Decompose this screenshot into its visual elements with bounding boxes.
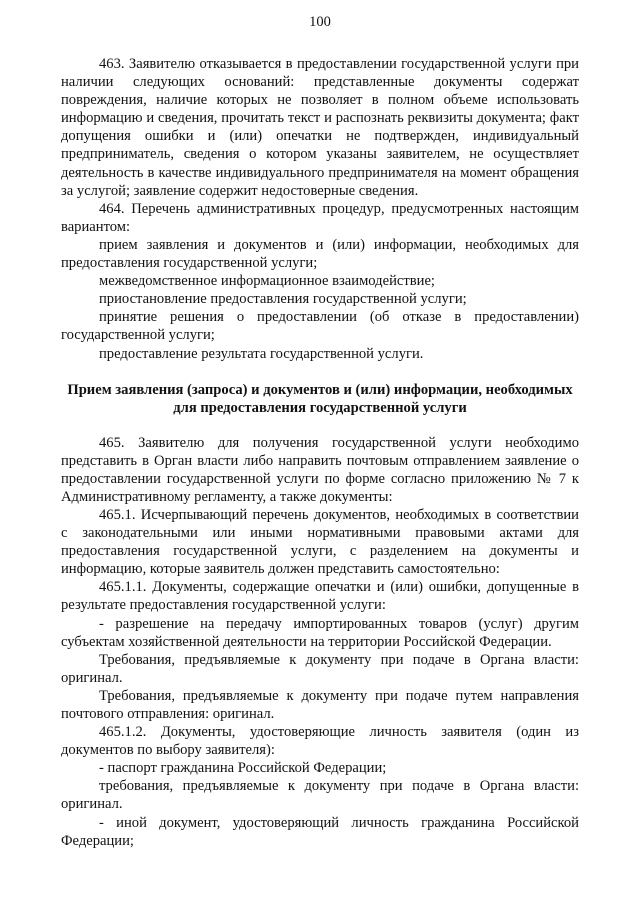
paragraph-465-1-2: 465.1.2. Документы, удостоверяющие личность заявителя (один из документов по выбору заявителя): <box>61 724 579 759</box>
page-number: 100 <box>309 14 331 30</box>
requirement-text: требования, предъявляемые к документу при подаче в Органа власти: оригинал. <box>61 778 579 813</box>
procedure-item: прием заявления и документов и (или) информации, необходимых для предоставления государственной услуги; <box>61 236 579 272</box>
document-item: - паспорт гражданина Российской Федерации; <box>99 760 387 777</box>
document-item: - иной документ, удостоверяющий личность гражданина Российской Федерации; <box>61 814 579 849</box>
paragraph-464: 464. Перечень административных процедур, предусмотренных настоящим вариантом: <box>61 200 579 235</box>
document-item: - разрешение на передачу импортированных товаров (услуг) другим субъектам хозяйственной деятельности на территории Российской Федерации. <box>61 615 579 650</box>
procedure-item: предоставление результата государственной услуги. <box>99 345 424 362</box>
document-body <box>61 55 579 850</box>
procedure-item: приостановление предоставления государственной услуги; <box>99 291 467 308</box>
requirement-text: Требования, предъявляемые к документу при подаче путем направления почтового отправления: оригинал. <box>61 687 579 722</box>
procedure-item: межведомственное информационное взаимодействие; <box>99 273 435 290</box>
paragraph-463: 463. Заявителю отказывается в предоставлении государственной услуги при наличии следующих оснований: представленные документы содержат повреждения, наличие которых не позволяет в полном объеме использовать информацию и сведения, прочитать текст и распознать реквизиты документа; факт допущения ошибки и (или) опечатки не подтвержден, индивидуальный предприниматель, сведения о котором указаны заявителем, не осуществляет деятельность в качестве индивидуального предпринимателя на момент обращения за услугой; заявление содержит недостоверные сведения. <box>61 56 579 199</box>
section-heading: Прием заявления (запроса) и документов и (или) информации, необходимых для предоставления государственной услуги <box>67 381 573 417</box>
procedure-item: принятие решения о предоставлении (об отказе в предоставлении) государственной услуги; <box>61 309 579 344</box>
paragraph-465: 465. Заявителю для получения государственной услуги необходимо представить в Орган власти либо направить почтовым отправлением заявление о предоставлении государственной услуги по форме согласно приложению № 7 к Административному регламенту, а также документы: <box>61 434 579 505</box>
paragraph-465-1-1: 465.1.1. Документы, содержащие опечатки и (или) ошибки, допущенные в результате предоставления государственной услуги: <box>61 579 579 614</box>
paragraph-465-1: 465.1. Исчерпывающий перечень документов, необходимых в соответствии с законодательными или иными нормативными правовыми актами для предоставления государственной услуги, с разделением на документы и информацию, которые заявитель должен представить самостоятельно: <box>61 506 579 578</box>
requirement-text: Требования, предъявляемые к документу при подаче в Органа власти: оригинал. <box>61 651 579 686</box>
